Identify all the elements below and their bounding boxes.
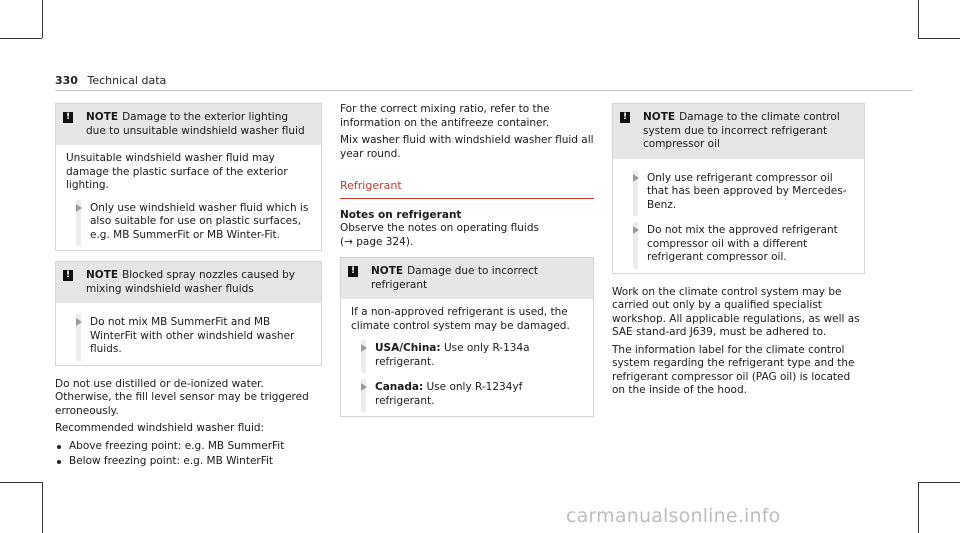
header-rule xyxy=(55,90,913,91)
left-column xyxy=(55,103,322,471)
note-box-climate-control xyxy=(612,103,865,274)
section-heading xyxy=(340,179,594,199)
crop-mark xyxy=(918,482,919,533)
warning-icon: ! xyxy=(63,270,73,281)
note-text: Unsuitable windshield washer fluid may damage the plastic surface of the exterior lighting. xyxy=(66,152,288,191)
crop-mark xyxy=(918,0,919,38)
note-header xyxy=(56,104,321,145)
note-header xyxy=(56,262,321,303)
fluid-list xyxy=(55,440,322,469)
note-body xyxy=(613,159,864,273)
note-box-spray-nozzles xyxy=(55,261,322,366)
note-label: NOTE xyxy=(643,111,676,123)
note-body xyxy=(56,145,321,250)
paragraph: Mix washer fluid with windshield washer fluid all year round. xyxy=(340,134,594,160)
list-item: Above freezing point: e.g. MB SummerFit xyxy=(55,440,322,454)
instruction-item xyxy=(351,381,583,408)
note-box-refrigerant xyxy=(340,257,594,417)
warning-icon: ! xyxy=(348,266,358,277)
note-label: NOTE xyxy=(86,111,119,123)
warning-icon: ! xyxy=(63,112,73,123)
note-body xyxy=(341,299,593,416)
region-label: USA/China: xyxy=(375,342,441,354)
note-title: Damage to the climate control system due to incorrect refrigerant compressor oil xyxy=(643,111,840,150)
note-label: NOTE xyxy=(371,265,404,277)
middle-column xyxy=(340,103,594,417)
note-body xyxy=(56,303,321,365)
arrow-right-icon xyxy=(633,174,639,182)
list-item: Below freezing point: e.g. MB WinterFit xyxy=(55,455,322,469)
instruction-text: Do not mix the approved refrigerant compressor oil with a different refrigerant compressor oil. xyxy=(647,224,838,263)
region-label: Canada: xyxy=(375,381,424,393)
crop-mark xyxy=(0,38,42,39)
arrow-right-icon xyxy=(76,204,82,212)
paragraph: Work on the climate control system may be carried out only by a qualified specialist workshop. All applicable regulations, as well as SAE stand-ard J639, must be adhered to. xyxy=(612,285,860,338)
note-text: If a non-approved refrigerant is used, the climate control system may be damaged. xyxy=(351,306,570,332)
page-number: 330 xyxy=(55,74,78,87)
note-header xyxy=(613,104,864,159)
paragraph: Do not use distilled or de-ionized water. Otherwise, the fill level sensor may be triggered erroneously. xyxy=(55,377,309,417)
paragraph: The information label for the climate control system regarding the refrigerant type and the refrigerant compressor oil (PAG oil) is located on the inside of the hood. xyxy=(612,343,855,396)
section-title: Refrigerant xyxy=(340,179,402,192)
instruction-item xyxy=(66,316,311,357)
page-reference-link[interactable]: (→ page 324). xyxy=(340,235,414,248)
note-title: Damage to the exterior lighting due to unsuitable windshield washer fluid xyxy=(86,111,305,137)
crop-mark xyxy=(918,482,960,483)
note-title: Damage due to incorrect refrigerant xyxy=(371,265,539,291)
arrow-right-icon xyxy=(361,344,367,352)
subsection-title: Notes on refrigerant xyxy=(340,208,462,221)
note-box-exterior-lighting xyxy=(55,103,322,251)
crop-mark xyxy=(0,482,42,483)
page-header xyxy=(55,74,166,87)
crop-mark xyxy=(42,482,43,533)
section-rule xyxy=(340,198,594,199)
note-header xyxy=(341,258,593,299)
paragraph: For the correct mixing ratio, refer to the information on the antifreeze container. xyxy=(340,103,550,129)
instruction-item xyxy=(66,202,311,243)
arrow-right-icon xyxy=(76,318,82,326)
note-label: NOTE xyxy=(86,269,119,281)
arrow-right-icon xyxy=(633,226,639,234)
crop-mark xyxy=(42,0,43,38)
arrow-right-icon xyxy=(361,383,367,391)
instruction-item xyxy=(623,172,854,213)
warning-icon: ! xyxy=(620,112,630,123)
reference-text: Observe the notes on operating fluids xyxy=(340,222,539,234)
crop-mark xyxy=(918,38,960,39)
instruction-item xyxy=(351,342,583,369)
paragraph: Recommended windshield washer fluid: xyxy=(55,422,265,434)
instruction-text: Only use windshield washer fluid which is also suitable for use on plastic surfaces, e.g. MB SummerFit or MB Winter-Fit. xyxy=(90,201,309,241)
instruction-text: Do not mix MB SummerFit and MB WinterFit with other windshield washer fluids. xyxy=(90,316,295,355)
instruction-text: Use only R-134a refrigerant. xyxy=(375,342,530,368)
instruction-text: Use only R-1234yf refrigerant. xyxy=(375,381,523,407)
instruction-text: Only use refrigerant compressor oil that has been approved by Mercedes-Benz. xyxy=(647,171,847,211)
right-column xyxy=(612,103,865,402)
instruction-item xyxy=(623,224,854,265)
section-name: Technical data xyxy=(87,74,167,87)
note-title: Blocked spray nozzles caused by mixing windshield washer fluids xyxy=(86,269,295,295)
watermark-text: carmanualsonline.info xyxy=(566,505,781,527)
paragraph xyxy=(340,222,594,249)
